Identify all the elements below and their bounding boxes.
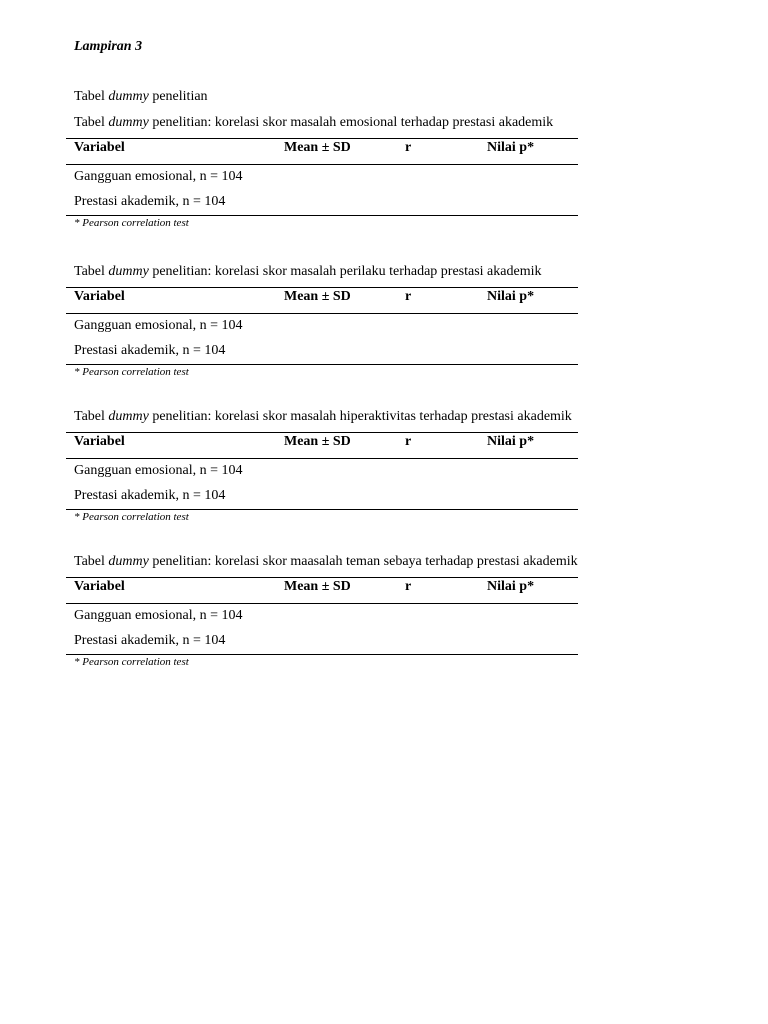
table-caption: [74, 115, 553, 131]
caption-italic: dummy: [108, 115, 149, 130]
header-r: r: [405, 140, 412, 155]
caption-prefix: Tabel: [74, 554, 109, 569]
header-variabel: Variabel: [74, 579, 125, 594]
table-footnote: * Pearson correlation test: [74, 217, 189, 229]
header-variabel: Variabel: [74, 140, 125, 155]
row-label: Prestasi akademik, n = 104: [74, 633, 226, 648]
row-label: Gangguan emosional, n = 104: [74, 608, 243, 623]
row-label: Gangguan emosional, n = 104: [74, 463, 243, 478]
caption-prefix: Tabel: [74, 264, 109, 279]
table-caption: [74, 409, 572, 425]
header-r: r: [405, 434, 412, 449]
row-label: Prestasi akademik, n = 104: [74, 488, 226, 503]
row-label: Gangguan emosional, n = 104: [74, 318, 243, 333]
header-r: r: [405, 289, 412, 304]
caption-italic: dummy: [108, 554, 149, 569]
table-caption: [74, 264, 541, 280]
intro-italic: dummy: [108, 89, 149, 104]
caption-prefix: Tabel: [74, 115, 109, 130]
data-table: [66, 577, 578, 668]
data-table: [66, 432, 578, 523]
header-r: r: [405, 579, 412, 594]
table-row: [66, 190, 578, 215]
table-row: [66, 604, 578, 629]
table-row: [66, 459, 578, 484]
header-mean-sd: Mean ± SD: [284, 289, 351, 304]
caption-suffix: penelitian: korelasi skor masalah perilaku terhadap prestasi akademik: [148, 264, 542, 279]
caption-suffix: penelitian: korelasi skor masalah emosional terhadap prestasi akademik: [148, 115, 554, 130]
data-table: [66, 138, 578, 229]
table-footnote: * Pearson correlation test: [74, 656, 189, 668]
header-mean-sd: Mean ± SD: [284, 579, 351, 594]
table-row: [66, 339, 578, 364]
data-table: [66, 287, 578, 378]
table-header-row: [66, 578, 578, 603]
header-nilai-p: Nilai p*: [487, 140, 535, 155]
caption-italic: dummy: [108, 409, 149, 424]
caption-italic: dummy: [108, 264, 149, 279]
table-header-row: [66, 288, 578, 313]
row-label: Prestasi akademik, n = 104: [74, 194, 226, 209]
table-row: [66, 314, 578, 339]
page-heading: Lampiran 3: [74, 39, 143, 54]
intro-suffix: penelitian: [148, 89, 208, 104]
header-nilai-p: Nilai p*: [487, 289, 535, 304]
caption-suffix: penelitian: korelasi skor masalah hiperaktivitas terhadap prestasi akademik: [148, 409, 572, 424]
table-row: [66, 484, 578, 509]
caption-suffix: penelitian: korelasi skor maasalah teman sebaya terhadap prestasi akademik: [148, 554, 578, 569]
intro-title: [74, 89, 208, 105]
header-mean-sd: Mean ± SD: [284, 140, 351, 155]
caption-prefix: Tabel: [74, 409, 109, 424]
header-nilai-p: Nilai p*: [487, 434, 535, 449]
table-footnote: * Pearson correlation test: [74, 511, 189, 523]
header-variabel: Variabel: [74, 289, 125, 304]
header-variabel: Variabel: [74, 434, 125, 449]
table-caption: [74, 554, 578, 570]
table-header-row: [66, 139, 578, 164]
row-label: Gangguan emosional, n = 104: [74, 169, 243, 184]
table-row: [66, 165, 578, 190]
table-footnote: * Pearson correlation test: [74, 366, 189, 378]
table-header-row: [66, 433, 578, 458]
header-mean-sd: Mean ± SD: [284, 434, 351, 449]
intro-prefix: Tabel: [74, 89, 109, 104]
header-nilai-p: Nilai p*: [487, 579, 535, 594]
table-row: [66, 629, 578, 654]
row-label: Prestasi akademik, n = 104: [74, 343, 226, 358]
